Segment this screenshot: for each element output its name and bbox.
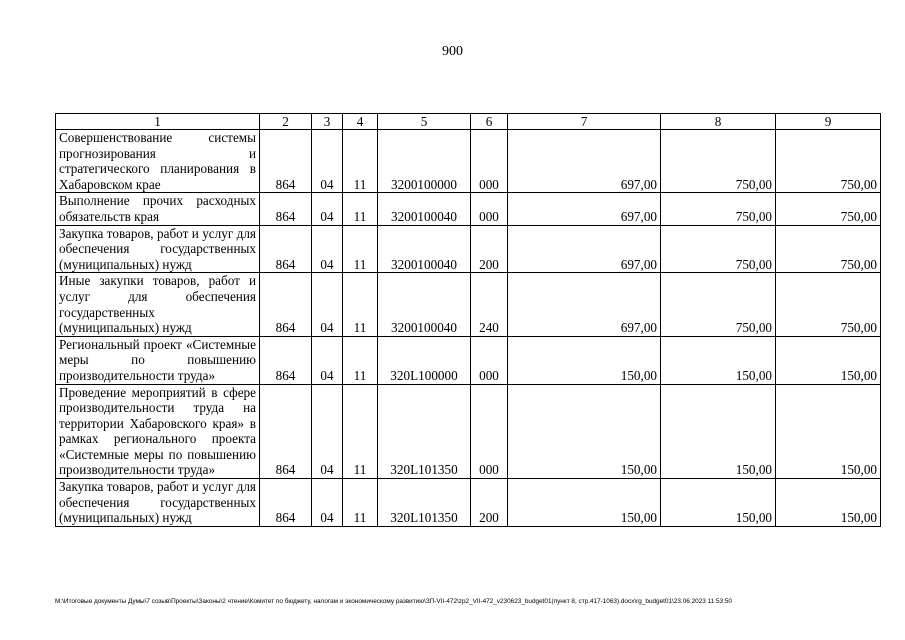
- row-amount-col8: 150,00: [661, 384, 776, 479]
- row-amount-col8: 150,00: [661, 479, 776, 527]
- row-amount-col9: 150,00: [776, 479, 881, 527]
- row-amount-col9: 750,00: [776, 273, 881, 336]
- row-amount-col7: 697,00: [508, 225, 661, 273]
- row-grbs: 864: [260, 225, 312, 273]
- table-row: [56, 273, 881, 336]
- row-target-code: 3200100040: [378, 193, 471, 225]
- document-path-footer: M:\Итоговые документы Думы\7 созыв\Проекты\Законы\2 чтение\Комитет по бюджету, налогам и экономическому развитию\ЗП-VII-472\zp2_VII-472_v230623_budget01(пункт 8, стр.417-1063).docx\rg_budget01\23.06.2023 11:53:50: [55, 598, 732, 605]
- row-amount-col8: 750,00: [661, 273, 776, 336]
- row-subsection: 11: [343, 193, 378, 225]
- row-amount-col8: 750,00: [661, 225, 776, 273]
- row-amount-col9: 750,00: [776, 130, 881, 193]
- header-cell: 6: [471, 114, 508, 130]
- row-amount-col9: 150,00: [776, 384, 881, 479]
- row-grbs: 864: [260, 384, 312, 479]
- row-section: 04: [312, 384, 343, 479]
- row-grbs: 864: [260, 130, 312, 193]
- row-amount-col7: 150,00: [508, 336, 661, 384]
- row-amount-col9: 750,00: [776, 225, 881, 273]
- row-subsection: 11: [343, 130, 378, 193]
- row-expense-type: 000: [471, 130, 508, 193]
- row-subsection: 11: [343, 479, 378, 527]
- row-amount-col7: 697,00: [508, 130, 661, 193]
- table-row: [56, 130, 881, 193]
- row-name: Совершенствование системы прогнозирования и стратегического планирования в Хабаровском крае: [56, 130, 260, 193]
- header-cell: 8: [661, 114, 776, 130]
- row-target-code: 320L101350: [378, 479, 471, 527]
- row-expense-type: 200: [471, 225, 508, 273]
- row-section: 04: [312, 479, 343, 527]
- row-expense-type: 240: [471, 273, 508, 336]
- row-name: Региональный проект «Системные меры по повышению производительности труда»: [56, 336, 260, 384]
- header-cell: 1: [56, 114, 260, 130]
- table-row: [56, 384, 881, 479]
- header-cell: 5: [378, 114, 471, 130]
- row-amount-col8: 750,00: [661, 130, 776, 193]
- row-amount-col7: 150,00: [508, 479, 661, 527]
- row-grbs: 864: [260, 479, 312, 527]
- header-cell: 7: [508, 114, 661, 130]
- row-subsection: 11: [343, 336, 378, 384]
- row-target-code: 320L101350: [378, 384, 471, 479]
- row-amount-col9: 750,00: [776, 193, 881, 225]
- row-amount-col7: 150,00: [508, 384, 661, 479]
- table-row: [56, 479, 881, 527]
- table-row: [56, 193, 881, 225]
- row-section: 04: [312, 273, 343, 336]
- header-cell: 9: [776, 114, 881, 130]
- row-grbs: 864: [260, 336, 312, 384]
- row-target-code: 320L100000: [378, 336, 471, 384]
- row-grbs: 864: [260, 273, 312, 336]
- page-number: 900: [442, 44, 463, 59]
- header-row: [56, 114, 881, 130]
- row-expense-type: 000: [471, 193, 508, 225]
- row-expense-type: 000: [471, 384, 508, 479]
- row-target-code: 3200100040: [378, 273, 471, 336]
- row-grbs: 864: [260, 193, 312, 225]
- row-name: Иные закупки товаров, работ и услуг для обеспечения государственных (муниципальных) нужд: [56, 273, 260, 336]
- table-row: [56, 336, 881, 384]
- table-row: [56, 225, 881, 273]
- row-name: Выполнение прочих расходных обязательств края: [56, 193, 260, 225]
- row-amount-col7: 697,00: [508, 193, 661, 225]
- row-target-code: 3200100040: [378, 225, 471, 273]
- header-cell: 4: [343, 114, 378, 130]
- row-expense-type: 200: [471, 479, 508, 527]
- row-amount-col8: 150,00: [661, 336, 776, 384]
- row-section: 04: [312, 225, 343, 273]
- row-expense-type: 000: [471, 336, 508, 384]
- row-section: 04: [312, 130, 343, 193]
- row-name: Закупка товаров, работ и услуг для обеспечения государственных (муниципальных) нужд: [56, 479, 260, 527]
- row-name: Закупка товаров, работ и услуг для обеспечения государственных (муниципальных) нужд: [56, 225, 260, 273]
- header-cell: 3: [312, 114, 343, 130]
- header-cell: 2: [260, 114, 312, 130]
- row-amount-col8: 750,00: [661, 193, 776, 225]
- row-name: Проведение мероприятий в сфере производительности труда на территории Хабаровского края» в рамках регионального проекта «Системные меры по повышению производительности труда»: [56, 384, 260, 479]
- row-target-code: 3200100000: [378, 130, 471, 193]
- row-amount-col9: 150,00: [776, 336, 881, 384]
- row-subsection: 11: [343, 384, 378, 479]
- budget-table: [55, 113, 881, 527]
- row-subsection: 11: [343, 225, 378, 273]
- row-amount-col7: 697,00: [508, 273, 661, 336]
- row-section: 04: [312, 336, 343, 384]
- row-subsection: 11: [343, 273, 378, 336]
- row-section: 04: [312, 193, 343, 225]
